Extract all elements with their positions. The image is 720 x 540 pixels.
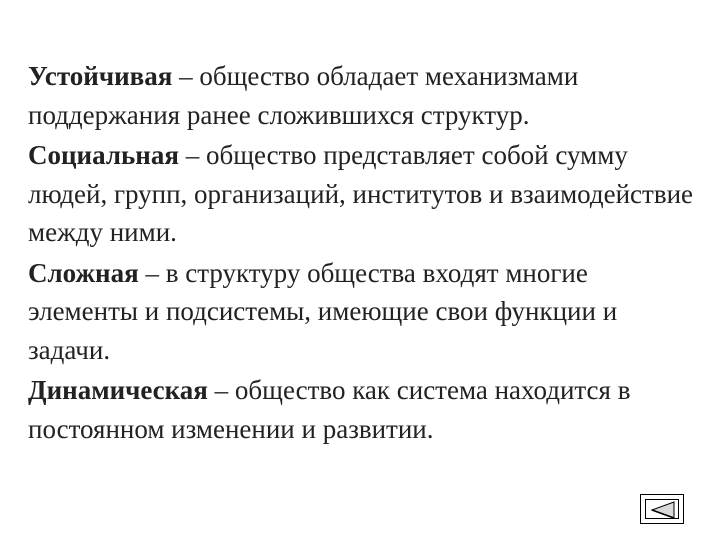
term-label: Социальная	[28, 140, 179, 170]
list-item-complex	[28, 254, 698, 370]
list-item-dynamic	[28, 371, 698, 448]
back-button[interactable]	[640, 494, 684, 524]
list-item-stable	[28, 57, 698, 134]
slide-content	[28, 57, 698, 450]
term-label: Устойчивая	[28, 61, 173, 91]
list-item-social	[28, 136, 698, 252]
term-label: Сложная	[28, 257, 139, 288]
back-button-frame	[645, 499, 679, 519]
term-description: – общество представляет собой сумму людей, групп, организаций, институтов и взаимодействие между ними.	[28, 140, 694, 247]
term-description: – общество как система находится в постоянном изменении и развитии.	[28, 375, 631, 444]
term-description: – общество обладает механизмами поддержания ранее сложившихся структур.	[28, 61, 579, 130]
term-description: – в структуру общества входят многие элементы и подсистемы, имеющие свои функции и задачи.	[28, 257, 618, 365]
back-triangle-icon	[646, 500, 680, 520]
term-label: Динамическая	[28, 375, 208, 405]
